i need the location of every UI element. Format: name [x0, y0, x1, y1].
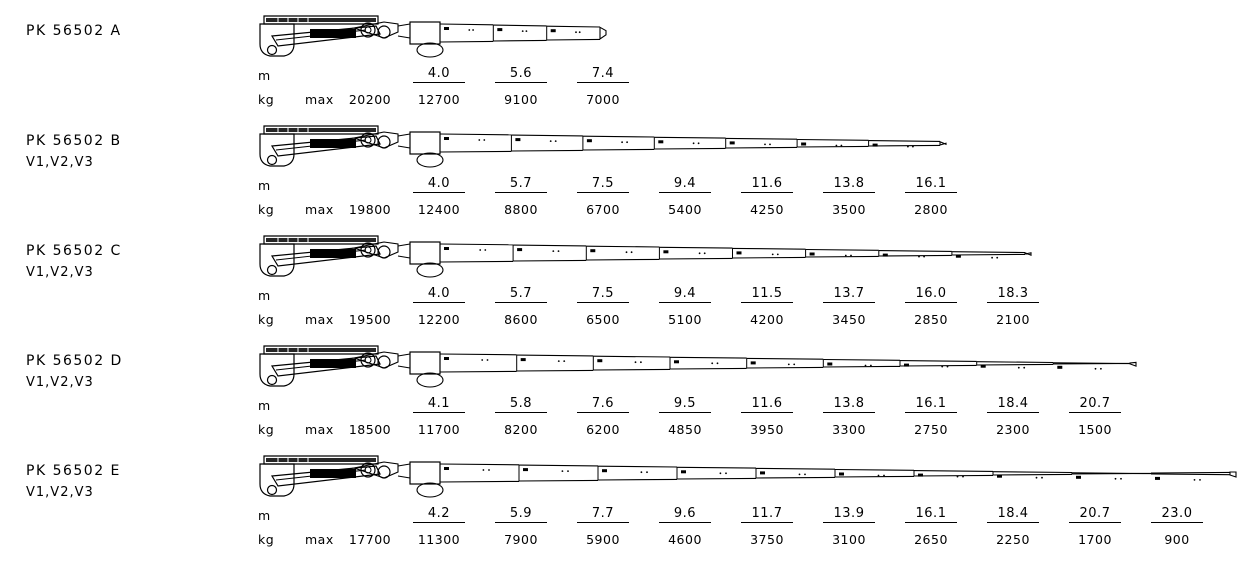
reach-value: 9.4: [659, 286, 711, 303]
capacity-value: 11700: [417, 422, 461, 437]
unit-kilograms-label: kg: [258, 312, 275, 327]
reach-value: 7.7: [577, 506, 629, 523]
max-capacity-value: 18500: [348, 422, 392, 437]
reach-value: 16.0: [905, 286, 957, 303]
capacity-value: 11300: [417, 532, 461, 547]
reach-value: 7.5: [577, 286, 629, 303]
model-block: [0, 228, 1243, 338]
model-variants: V1,V2,V3: [26, 485, 94, 500]
reach-value: 7.5: [577, 176, 629, 193]
unit-meters-label: m: [258, 178, 271, 193]
reach-value: 7.6: [577, 396, 629, 413]
reach-value: 18.4: [987, 396, 1039, 413]
reach-value: 9.5: [659, 396, 711, 413]
capacity-value: 3450: [832, 312, 866, 327]
max-label: max: [305, 532, 334, 547]
capacity-value: 2250: [996, 532, 1030, 547]
capacity-value: 12700: [417, 92, 461, 107]
max-capacity-value: 19500: [348, 312, 392, 327]
max-capacity-value: 17700: [348, 532, 392, 547]
capacity-value: 3300: [832, 422, 866, 437]
max-capacity-value: 20200: [348, 92, 392, 107]
reach-value: 7.4: [577, 66, 629, 83]
capacity-value: 1500: [1078, 422, 1112, 437]
capacity-value: 7000: [586, 92, 620, 107]
capacity-value: 7900: [504, 532, 538, 547]
capacity-value: 4600: [668, 532, 702, 547]
unit-meters-label: m: [258, 508, 271, 523]
crane-outline-drawing: [258, 10, 608, 62]
capacity-value: 2300: [996, 422, 1030, 437]
capacity-value: 900: [1164, 532, 1190, 547]
crane-outline-drawing: [258, 340, 1138, 392]
model-name: PK 56502 E: [26, 463, 121, 479]
capacity-value: 12200: [417, 312, 461, 327]
capacity-value: 3500: [832, 202, 866, 217]
model-name-label: [26, 460, 246, 504]
model-name: PK 56502 B: [26, 133, 122, 149]
capacity-value: 5400: [668, 202, 702, 217]
reach-value: 13.9: [823, 506, 875, 523]
model-name: PK 56502 D: [26, 353, 123, 369]
capacity-value: 6500: [586, 312, 620, 327]
unit-kilograms-label: kg: [258, 92, 275, 107]
model-block: [0, 338, 1243, 448]
max-label: max: [305, 202, 334, 217]
unit-meters-label: m: [258, 68, 271, 83]
reach-value: 4.0: [413, 176, 465, 193]
reach-value: 20.7: [1069, 396, 1121, 413]
capacity-value: 2100: [996, 312, 1030, 327]
reach-value: 23.0: [1151, 506, 1203, 523]
crane-outline-drawing: [258, 230, 1033, 282]
reach-value: 18.4: [987, 506, 1039, 523]
reach-value: 13.8: [823, 176, 875, 193]
model-block: [0, 118, 1243, 228]
capacity-value: 3950: [750, 422, 784, 437]
crane-outline-drawing: [258, 120, 948, 172]
reach-value: 11.6: [741, 396, 793, 413]
capacity-value: 4200: [750, 312, 784, 327]
capacity-value: 8600: [504, 312, 538, 327]
model-block: [0, 448, 1243, 558]
capacity-value: 9100: [504, 92, 538, 107]
model-name-label: [26, 240, 246, 284]
unit-meters-label: m: [258, 288, 271, 303]
capacity-value: 4250: [750, 202, 784, 217]
reach-value: 11.5: [741, 286, 793, 303]
model-name-label: [26, 20, 246, 42]
capacity-value: 8800: [504, 202, 538, 217]
reach-value: 13.8: [823, 396, 875, 413]
model-variants: V1,V2,V3: [26, 375, 94, 390]
model-variants: V1,V2,V3: [26, 265, 94, 280]
reach-value: 5.9: [495, 506, 547, 523]
capacity-value: 2850: [914, 312, 948, 327]
max-capacity-value: 19800: [348, 202, 392, 217]
reach-value: 5.7: [495, 286, 547, 303]
reach-value: 16.1: [905, 396, 957, 413]
unit-meters-label: m: [258, 398, 271, 413]
model-name-label: [26, 130, 246, 174]
capacity-value: 4850: [668, 422, 702, 437]
capacity-value: 6200: [586, 422, 620, 437]
reach-value: 11.7: [741, 506, 793, 523]
capacity-value: 12400: [417, 202, 461, 217]
capacity-value: 3100: [832, 532, 866, 547]
reach-value: 11.6: [741, 176, 793, 193]
reach-value: 13.7: [823, 286, 875, 303]
reach-value: 9.6: [659, 506, 711, 523]
crane-outline-drawing: [258, 450, 1238, 502]
reach-value: 18.3: [987, 286, 1039, 303]
model-name-label: [26, 350, 246, 394]
unit-kilograms-label: kg: [258, 202, 275, 217]
capacity-value: 1700: [1078, 532, 1112, 547]
model-name: PK 56502 C: [26, 243, 122, 259]
capacity-value: 8200: [504, 422, 538, 437]
capacity-value: 5900: [586, 532, 620, 547]
max-label: max: [305, 422, 334, 437]
capacity-value: 5100: [668, 312, 702, 327]
unit-kilograms-label: kg: [258, 532, 275, 547]
model-variants: V1,V2,V3: [26, 155, 94, 170]
reach-value: 4.0: [413, 286, 465, 303]
reach-value: 16.1: [905, 506, 957, 523]
reach-value: 20.7: [1069, 506, 1121, 523]
model-block: [0, 8, 1243, 118]
capacity-value: 2650: [914, 532, 948, 547]
reach-value: 5.6: [495, 66, 547, 83]
capacity-value: 6700: [586, 202, 620, 217]
capacity-value: 2750: [914, 422, 948, 437]
reach-value: 4.2: [413, 506, 465, 523]
reach-value: 5.8: [495, 396, 547, 413]
max-label: max: [305, 92, 334, 107]
capacity-value: 2800: [914, 202, 948, 217]
reach-value: 9.4: [659, 176, 711, 193]
max-label: max: [305, 312, 334, 327]
reach-value: 4.1: [413, 396, 465, 413]
reach-value: 5.7: [495, 176, 547, 193]
reach-value: 16.1: [905, 176, 957, 193]
reach-value: 4.0: [413, 66, 465, 83]
model-name: PK 56502 A: [26, 23, 122, 39]
capacity-value: 3750: [750, 532, 784, 547]
unit-kilograms-label: kg: [258, 422, 275, 437]
